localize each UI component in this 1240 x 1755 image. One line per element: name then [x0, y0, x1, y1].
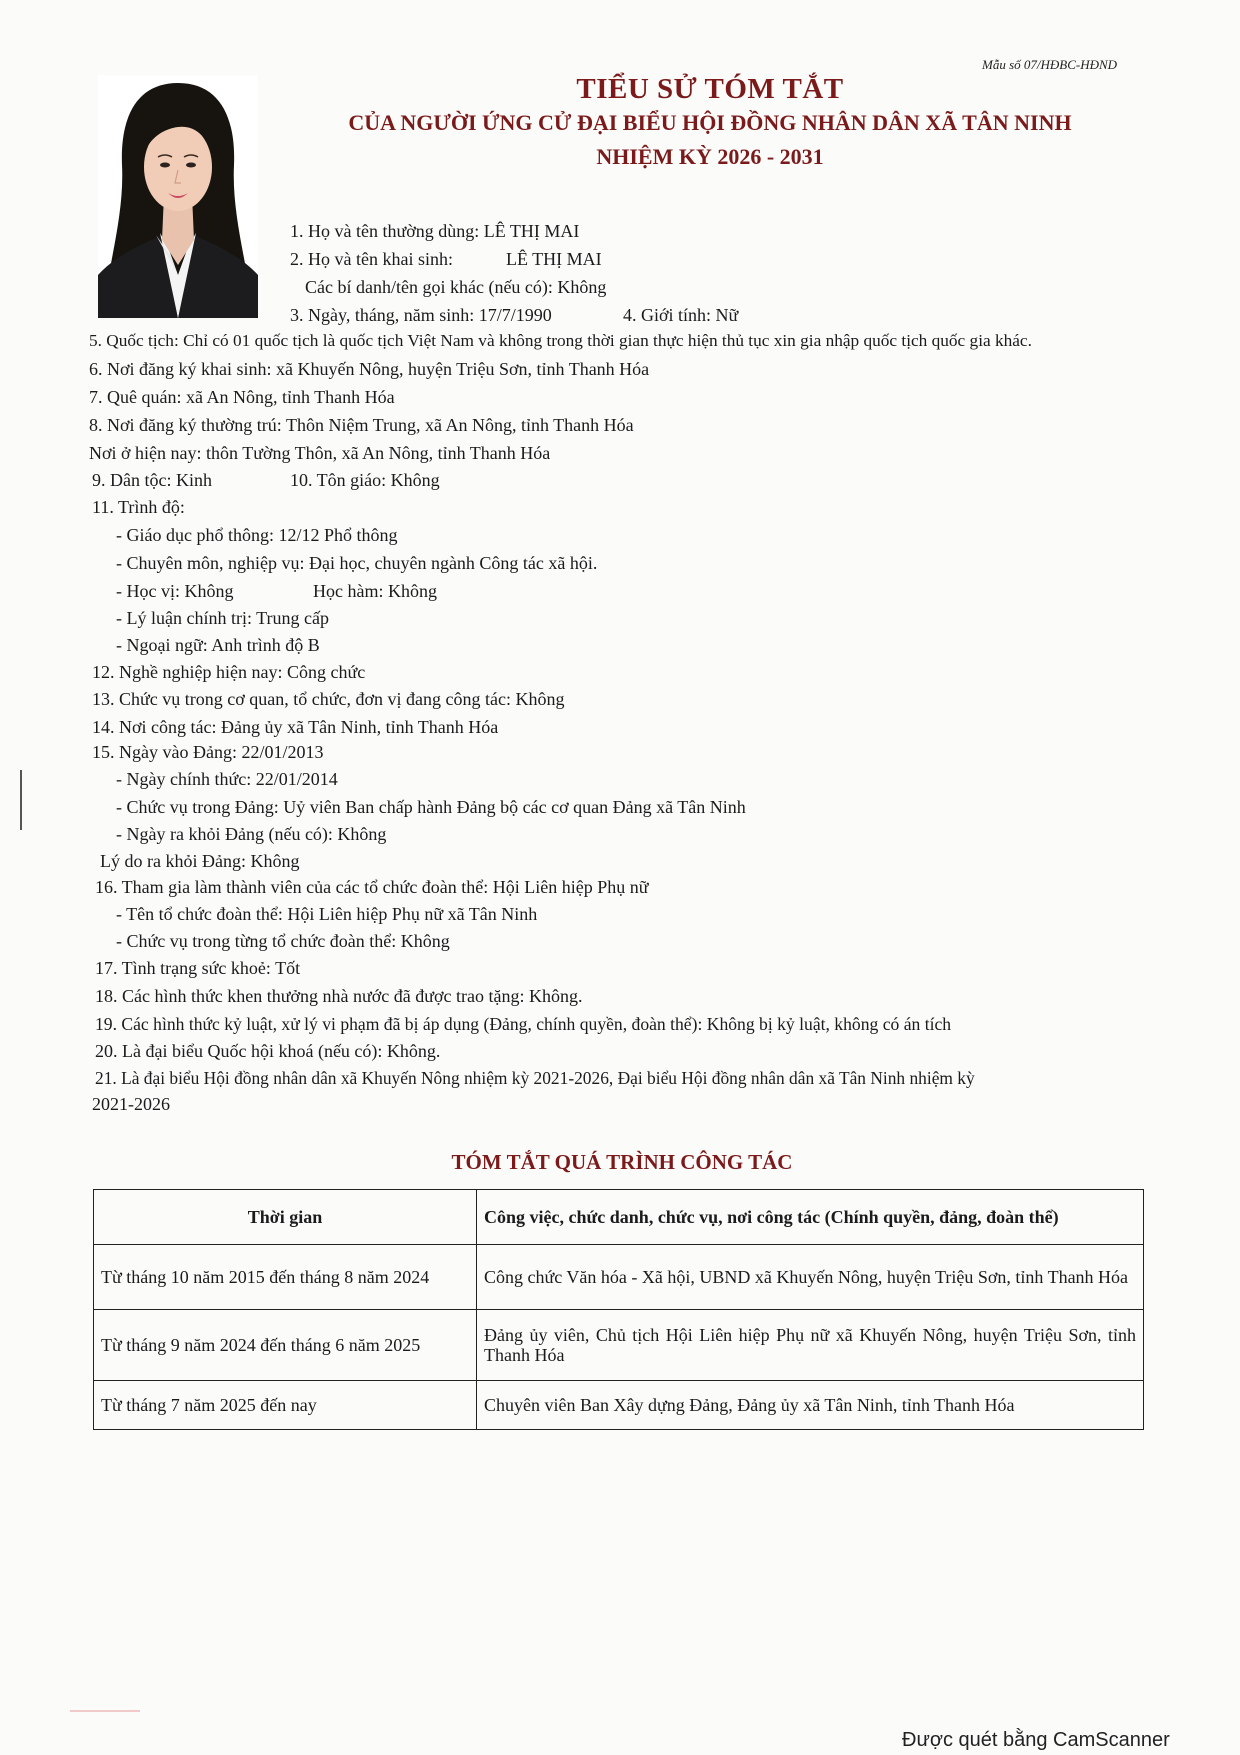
description-cell: Đảng ủy viên, Chủ tịch Hội Liên hiệp Phụ nữ xã Khuyến Nông, huyện Triệu Sơn, tỉnh Thanh Hóa	[477, 1310, 1144, 1381]
table-header-row	[94, 1190, 1144, 1245]
council-history-continued: 2021-2026	[92, 1094, 170, 1114]
organization-membership-field: 16. Tham gia làm thành viên của các tổ chức đoàn thể: Hội Liên hiệp Phụ nữ	[95, 877, 649, 897]
table-row	[94, 1381, 1144, 1430]
permanent-residence-field: 8. Nơi đăng ký thường trú: Thôn Niệm Trung, xã An Nông, tỉnh Thanh Hóa	[89, 415, 634, 435]
political-theory-field: - Lý luận chính trị: Trung cấp	[116, 608, 329, 628]
birth-registration-field: 6. Nơi đăng ký khai sinh: xã Khuyến Nông, huyện Triệu Sơn, tỉnh Thanh Hóa	[89, 359, 650, 379]
general-education-field: - Giáo dục phổ thông: 12/12 Phổ thông	[116, 525, 398, 545]
health-status-field: 17. Tình trạng sức khoẻ: Tốt	[95, 958, 301, 978]
religion-field: 10. Tôn giáo: Không	[290, 470, 440, 490]
education-heading: 11. Trình độ:	[92, 497, 185, 517]
camscanner-watermark: Được quét bằng CamScanner	[902, 1729, 1170, 1751]
scan-bottom-mark	[70, 1710, 140, 1712]
national-assembly-field: 20. Là đại biểu Quốc hội khoá (nếu có): Không.	[95, 1041, 441, 1061]
academic-title-field: Học hàm: Không	[313, 581, 437, 601]
organization-position-field: - Chức vụ trong từng tổ chức đoàn thể: Không	[116, 931, 450, 951]
aliases-field: Các bí danh/tên gọi khác (nếu có): Không	[305, 277, 607, 297]
table-row	[94, 1245, 1144, 1310]
position-field: 13. Chức vụ trong cơ quan, tổ chức, đơn vị đang công tác: Không	[92, 689, 565, 709]
document-subtitle: CỦA NGƯỜI ỨNG CỬ ĐẠI BIỂU HỘI ĐỒNG NHÂN DÂN XÃ TÂN NINH	[348, 110, 1072, 135]
column-header-description: Công việc, chức danh, chức vụ, nơi công tác (Chính quyền, đảng, đoàn thể)	[477, 1190, 1144, 1245]
common-name-field: 1. Họ và tên thường dùng: LÊ THỊ MAI	[290, 221, 580, 241]
portrait-photo	[98, 75, 258, 318]
party-join-date-field: 15. Ngày vào Đảng: 22/01/2013	[92, 742, 324, 762]
ethnicity-field: 9. Dân tộc: Kinh	[92, 470, 212, 490]
birth-name-value: LÊ THỊ MAI	[506, 249, 602, 269]
party-leave-reason-field: Lý do ra khỏi Đảng: Không	[100, 851, 300, 871]
discipline-field: 19. Các hình thức kỷ luật, xử lý vi phạm đã bị áp dụng (Đảng, chính quyền, đoàn thể): Không bị kỷ luật, không có án tích	[95, 1014, 952, 1034]
title-block	[300, 72, 1120, 174]
work-history-title: TÓM TẮT QUÁ TRÌNH CÔNG TÁC	[451, 1150, 793, 1174]
work-history-table	[93, 1189, 1144, 1430]
description-cell: Chuyên viên Ban Xây dựng Đảng, Đảng ủy xã Tân Ninh, tỉnh Thanh Hóa	[477, 1381, 1144, 1430]
hometown-field: 7. Quê quán: xã An Nông, tỉnh Thanh Hóa	[89, 387, 395, 407]
party-leave-date-field: - Ngày ra khỏi Đảng (nếu có): Không	[116, 824, 387, 844]
time-cell: Từ tháng 10 năm 2015 đến tháng 8 năm 2024	[94, 1245, 477, 1310]
academic-degree-field: - Học vị: Không	[116, 581, 234, 601]
organization-name-field: - Tên tổ chức đoàn thể: Hội Liên hiệp Phụ nữ xã Tân Ninh	[116, 904, 538, 924]
current-residence-field: Nơi ở hiện nay: thôn Tường Thôn, xã An Nông, tỉnh Thanh Hóa	[89, 443, 551, 463]
specialization-field: - Chuyên môn, nghiệp vụ: Đại học, chuyên ngành Công tác xã hội.	[116, 553, 598, 573]
occupation-field: 12. Nghề nghiệp hiện nay: Công chức	[92, 662, 366, 682]
birth-date-field: 3. Ngày, tháng, năm sinh: 17/7/1990	[290, 305, 552, 325]
council-history-field: 21. Là đại biểu Hội đồng nhân dân xã Khuyến Nông nhiệm kỳ 2021-2026, Đại biểu Hội đồng nhân dân xã Tân Ninh nhiệm kỳ	[95, 1068, 975, 1088]
awards-field: 18. Các hình thức khen thưởng nhà nước đã được trao tặng: Không.	[95, 986, 583, 1006]
time-cell: Từ tháng 7 năm 2025 đến nay	[94, 1381, 477, 1430]
table-row	[94, 1310, 1144, 1381]
birth-name-label: 2. Họ và tên khai sinh:	[290, 249, 453, 269]
foreign-language-field: - Ngoại ngữ: Anh trình độ B	[116, 635, 320, 655]
scan-margin-mark	[20, 770, 22, 830]
workplace-field: 14. Nơi công tác: Đảng ủy xã Tân Ninh, tỉnh Thanh Hóa	[92, 717, 499, 737]
gender-field: 4. Giới tính: Nữ	[623, 305, 739, 325]
party-official-date-field: - Ngày chính thức: 22/01/2014	[116, 769, 338, 789]
nationality-field: 5. Quốc tịch: Chỉ có 01 quốc tịch là quốc tịch Việt Nam và không trong thời gian thực hiện thủ tục xin gia nhập quốc tịch quốc gia khác.	[89, 331, 1032, 350]
document-title: TIỂU SỬ TÓM TẮT	[576, 73, 844, 105]
term-line: NHIỆM KỲ 2026 - 2031	[596, 144, 824, 169]
form-code: Mẫu số 07/HĐBC-HĐND	[982, 57, 1118, 72]
party-position-field: - Chức vụ trong Đảng: Uỷ viên Ban chấp hành Đảng bộ các cơ quan Đảng xã Tân Ninh	[116, 797, 746, 817]
column-header-time: Thời gian	[94, 1190, 477, 1245]
time-cell: Từ tháng 9 năm 2024 đến tháng 6 năm 2025	[94, 1310, 477, 1381]
description-cell: Công chức Văn hóa - Xã hội, UBND xã Khuyến Nông, huyện Triệu Sơn, tỉnh Thanh Hóa	[477, 1245, 1144, 1310]
